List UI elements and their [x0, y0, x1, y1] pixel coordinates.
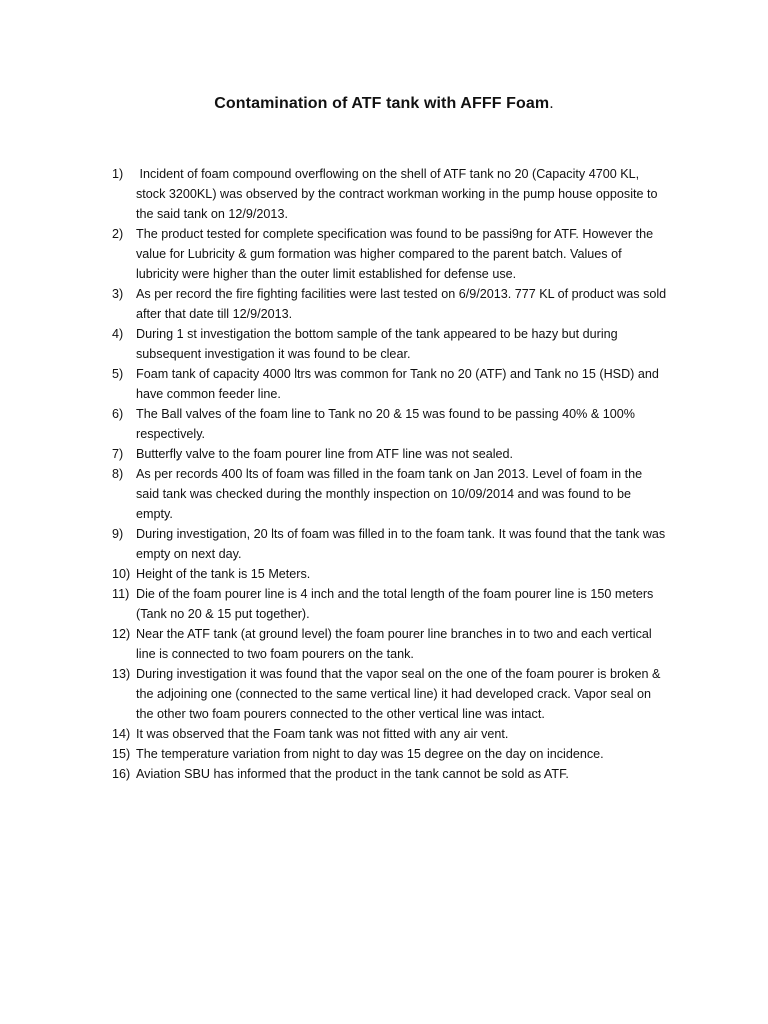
- list-item-number: 14): [112, 727, 131, 741]
- list-item-number: 11): [112, 587, 130, 601]
- list-item-text: During investigation, 20 lts of foam was filled in to the foam tank. It was found that the tank was empty on next day.: [136, 527, 669, 561]
- list-item: [112, 324, 667, 364]
- list-item: [112, 524, 667, 564]
- document-title-text: Contamination of ATF tank with AFFF Foam: [214, 95, 550, 112]
- list-item-text: Butterfly valve to the foam pourer line from ATF line was not sealed.: [136, 447, 514, 461]
- list-item: [112, 224, 667, 284]
- list-item-number: 5): [112, 367, 124, 381]
- list-item: [112, 464, 667, 524]
- list-item: [112, 564, 667, 584]
- document-title: [0, 95, 768, 113]
- list-item: [112, 744, 667, 764]
- list-item-number: 2): [112, 227, 124, 241]
- list-item: [112, 404, 667, 444]
- list-item-text: It was observed that the Foam tank was not fitted with any air vent.: [136, 727, 509, 741]
- list-item-text: Aviation SBU has informed that the product in the tank cannot be sold as ATF.: [136, 767, 569, 781]
- list-item-number: 13): [112, 667, 131, 681]
- list-item-text: The product tested for complete specification was found to be passi9ng for ATF. However the value for Lubricity & gum formation was higher compared to the parent batch. Values of lubricity were higher than the outer limit established for defense use.: [136, 227, 657, 281]
- list-item-number: 6): [112, 407, 124, 421]
- list-item-text: The temperature variation from night to day was 15 degree on the day on incidence.: [136, 747, 604, 761]
- list-item: [112, 764, 667, 784]
- list-item-text: The Ball valves of the foam line to Tank no 20 & 15 was found to be passing 40% & 100% respectively.: [136, 407, 639, 441]
- list-item: [112, 664, 667, 724]
- list-item-text: Near the ATF tank (at ground level) the foam pourer line branches in to two and each vertical line is connected to two foam pourers on the tank.: [136, 627, 656, 661]
- list-item-text: Foam tank of capacity 4000 ltrs was common for Tank no 20 (ATF) and Tank no 15 (HSD) and have common feeder line.: [136, 367, 663, 401]
- list-item-number: 7): [112, 447, 124, 461]
- list-item: [112, 444, 667, 464]
- list-item-text: During 1 st investigation the bottom sample of the tank appeared to be hazy but during subsequent investigation it was found to be clear.: [136, 327, 622, 361]
- list-item: [112, 624, 667, 664]
- list-item-number: 16): [112, 767, 131, 781]
- list-item-text: Die of the foam pourer line is 4 inch and the total length of the foam pourer line is 150 meters (Tank no 20 & 15 put together).: [136, 587, 657, 621]
- list-item-number: 1): [112, 167, 124, 181]
- list-item-number: 15): [112, 747, 131, 761]
- list-item: [112, 284, 670, 324]
- list-item: [112, 724, 667, 744]
- numbered-list: [112, 164, 670, 784]
- list-item-text: Incident of foam compound overflowing on the shell of ATF tank no 20 (Capacity 4700 KL, stock 3200KL) was observed by the contract workman working in the pump house opposite to the said tank on 12/9/2013.: [136, 167, 662, 221]
- list-item-number: 4): [112, 327, 124, 341]
- list-item: [112, 364, 667, 404]
- list-item-number: 3): [112, 287, 124, 301]
- list-item-number: 10): [112, 567, 131, 581]
- list-item: [112, 164, 667, 224]
- list-item-text: As per record the fire fighting facilities were last tested on 6/9/2013. 777 KL of product was sold after that date till 12/9/2013.: [136, 287, 670, 321]
- list-item-number: 8): [112, 467, 124, 481]
- list-item: [112, 584, 667, 624]
- list-item-text: Height of the tank is 15 Meters.: [136, 567, 311, 581]
- list-item-number: 9): [112, 527, 124, 541]
- document-title-period: .: [549, 95, 554, 112]
- list-item-number: 12): [112, 627, 131, 641]
- list-item-text: As per records 400 lts of foam was filled in the foam tank on Jan 2013. Level of foam in the said tank was checked during the monthly inspection on 10/09/2014 and was found to be empty.: [136, 467, 646, 521]
- list-item-text: During investigation it was found that the vapor seal on the one of the foam pourer is broken & the adjoining one (connected to the same vertical line) it had developed crack. Vapor seal on the other two foam pourers connected to the other vertical line was intact.: [136, 667, 664, 721]
